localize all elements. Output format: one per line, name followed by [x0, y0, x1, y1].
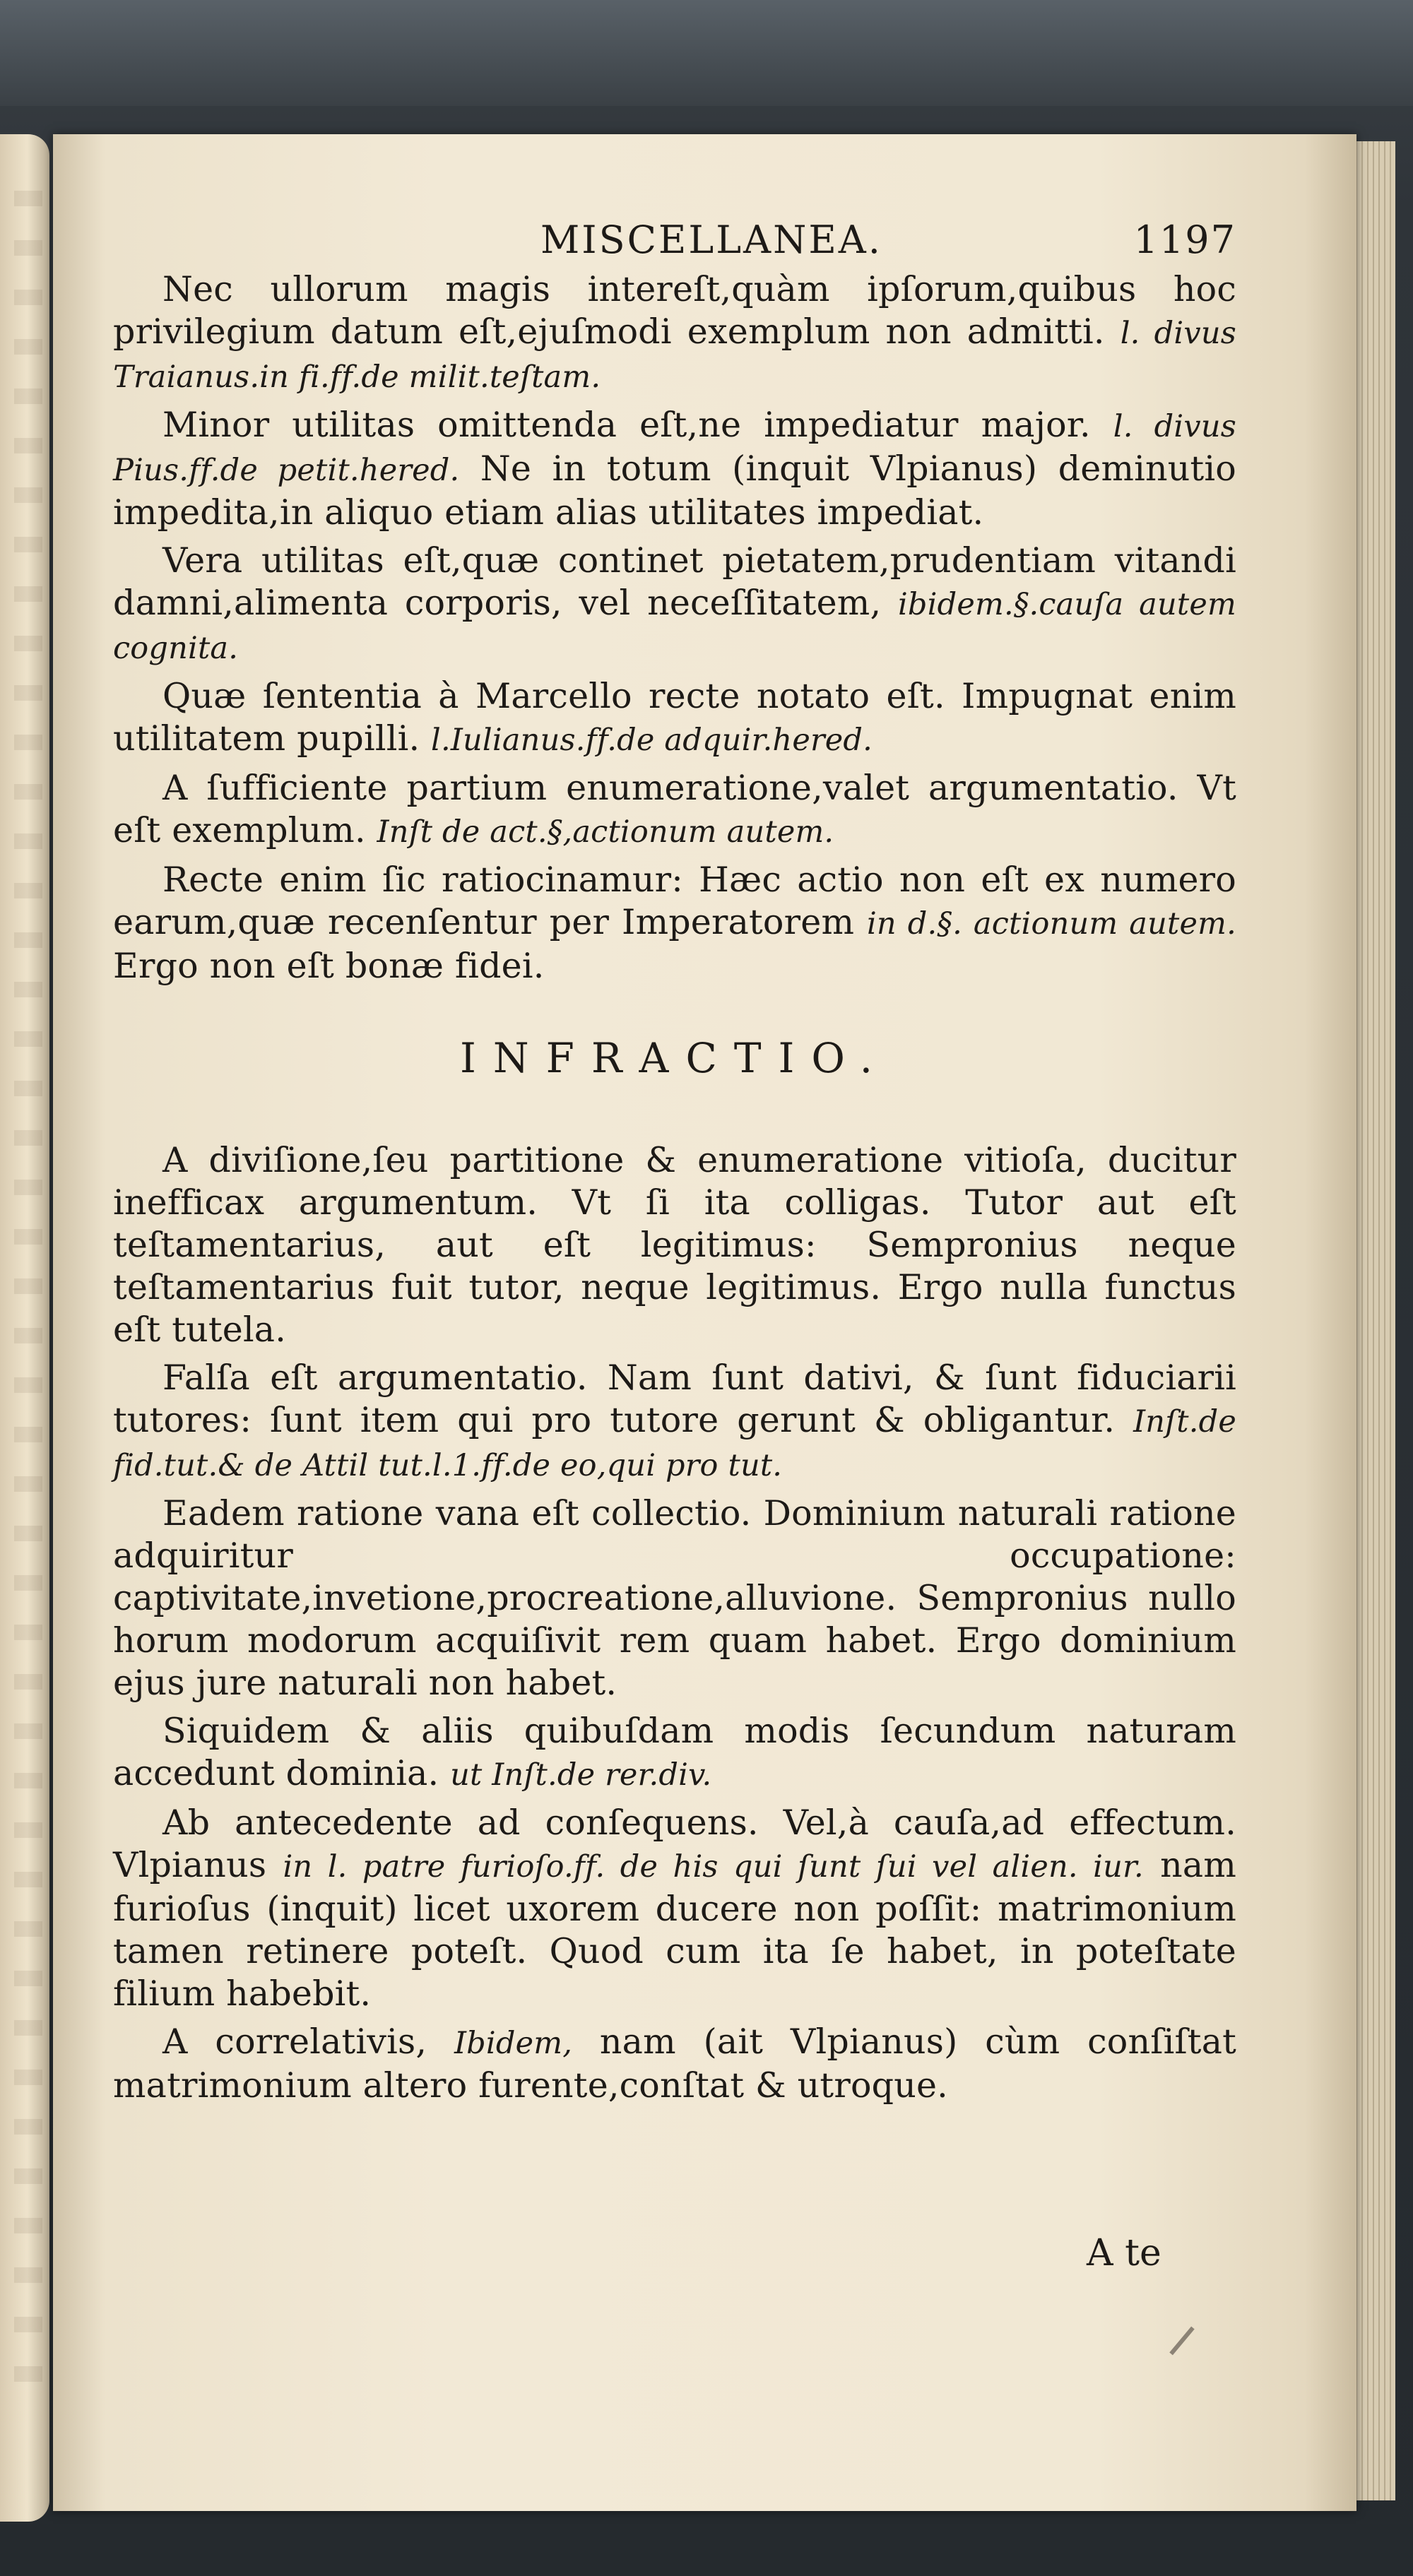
paragraph: Vera utilitas eſt,quæ continet pietatem,prudentiam vitandi damni,alimenta corporis, vel neceſſitatem, ibidem.§.cauſa autem cognita. — [113, 540, 1236, 666]
paragraph: A diviſione,ſeu partitione & enumeratione vitioſa, ducitur inefficax argumentum. Vt ſi ita colligas. Tutor aut eſt teſtamentarius, aut eſt legitimus: Sempronius neque teſtamentarius fuit tutor, neque legitimus. Ergo nulla functus eſt tutela. — [113, 1140, 1236, 1350]
citation: Ibidem, — [454, 2026, 573, 2061]
scanner-top-edge — [0, 0, 1413, 106]
running-head: MISCELLANEA. — [540, 218, 882, 262]
paragraph: Falſa eſt argumentatio. Nam ſunt dativi, & ſunt fiduciarii tutores: ſunt item qui pro tutore gerunt & obligantur. Inſt.de fid.tut.& de Attil tut.l.1.ff.de eo,qui pro tut. — [113, 1358, 1236, 1483]
paragraph: Siquidem & aliis quibuſdam modis ſecundum naturam accedunt dominia. ut Inſt.de rer.div. — [113, 1711, 1236, 1793]
citation: Inſt.de fid.tut.& de Attil tut.l.1.ff.de eo,qui pro tut. — [113, 1404, 1236, 1483]
text-block — [113, 205, 1236, 2324]
page-number: 1197 — [1133, 218, 1236, 262]
citation: l. divus Pius.ff.de petit.hered. — [113, 409, 1236, 488]
paragraph: Quæ ſententia à Marcello recte notato eſt. Impugnat enim utilitatem pupilli. l.Iulianus.ff.de adquir.hered. — [113, 676, 1236, 759]
paragraph: Ab antecedente ad conſequens. Vel,à cauſa,ad effectum. Vlpianus in l. patre furioſo.ff. de his qui ſunt ſui vel alien. iur. nam furioſus (inquit) licet uxorem ducere non poſſit: matrimonium tamen retinere poteſt. Quod cum ita ſe habet, in poteſtate filium habebit. — [113, 1803, 1236, 2014]
facing-page-text-strip — [14, 191, 42, 2416]
paragraph: Recte enim ſic ratiocinamur: Hæc actio non eſt ex numero earum,quæ recenſentur per Imperatorem in d.§. actionum autem. Ergo non eſt bonæ fidei. — [113, 860, 1236, 986]
paragraph: Eadem ratione vana eſt collectio. Dominium naturali ratione adquiritur occupatione: captivitate,invetione,procreatione,alluvione. Sempronius nullo horum modorum acquiſivit rem quam habet. Ergo dominium ejus jure naturali non habet. — [113, 1493, 1236, 1703]
citation: l. divus Traianus.in fi.ff.de milit.teſtam. — [113, 316, 1236, 395]
citation: in d.§. actionum autem. — [866, 906, 1236, 942]
paragraph: Nec ullorum magis intereſt,quàm ipſorum,quibus hoc privilegium datum eſt,ejuſmodi exemplum non admitti. l. divus Traianus.in fi.ff.de milit.teſtam. — [113, 269, 1236, 395]
paragraph: A ſufficiente partium enumeratione,valet argumentatio. Vt eſt exemplum. Inſt de act.§,actionum autem. — [113, 768, 1236, 850]
page-header — [113, 205, 1236, 268]
citation: l.Iulianus.ff.de adquir.hered. — [431, 723, 873, 758]
citation: ut Inſt.de rer.div. — [450, 1757, 712, 1793]
catchword: A te — [1087, 2232, 1161, 2274]
paragraph: A correlativis, Ibidem, nam (ait Vlpianus) cùm conſiſtat matrimonium altero furente,conſtat & utroque. — [113, 2022, 1236, 2106]
paragraph: Minor utilitas omittenda eſt,ne impediatur major. l. divus Pius.ff.de petit.hered. Ne in totum (inquit Vlpianus) deminutio impedita,in aliquo etiam alias utilitates impediat. — [113, 405, 1236, 533]
section-title: INFRACTIO. — [459, 1034, 890, 1082]
citation: Inſt de act.§,actionum autem. — [377, 814, 834, 850]
citation: ibidem.§.cauſa autem cognita. — [113, 587, 1236, 666]
citation: in l. patre furioſo.ff. de his qui ſunt ſui vel alien. iur. — [283, 1849, 1144, 1884]
